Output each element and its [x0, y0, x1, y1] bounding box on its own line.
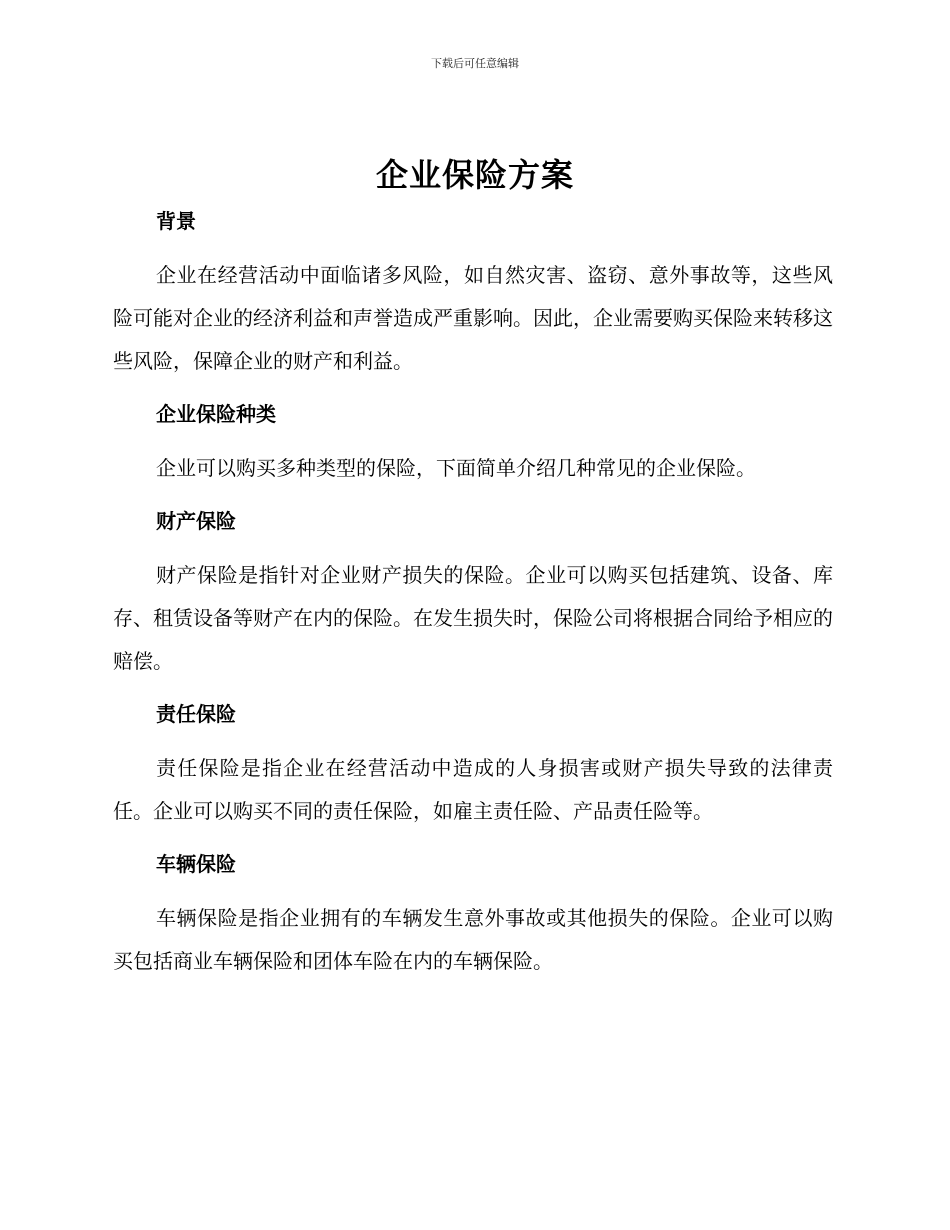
- header-note: 下载后可任意编辑: [431, 57, 519, 70]
- section-background: [113, 200, 833, 393]
- section-paragraph: 财产保险是指针对企业财产损失的保险。企业可以购买包括建筑、设备、库存、租赁设备等财产在内的保险。在发生损失时，保险公司将根据合同给予相应的赔偿。: [113, 563, 833, 673]
- section-liability-insurance: [113, 693, 833, 843]
- section-paragraph: 车辆保险是指企业拥有的车辆发生意外事故或其他损失的保险。企业可以购买包括商业车辆保险和团体车险在内的车辆保险。: [113, 906, 833, 973]
- section-property-insurance: [113, 500, 833, 693]
- section-heading: 责任保险: [156, 702, 236, 726]
- section-heading: 财产保险: [156, 509, 236, 533]
- section-heading: 车辆保险: [156, 852, 236, 876]
- document-title: 企业保险方案: [375, 156, 574, 194]
- section-heading: 企业保险种类: [156, 402, 276, 426]
- section-paragraph: 企业可以购买多种类型的保险，下面简单介绍几种常见的企业保险。: [156, 456, 756, 480]
- document-body: [113, 200, 833, 983]
- section-paragraph: 企业在经营活动中面临诸多风险，如自然灾害、盗窃、意外事故等，这些风险可能对企业的经济利益和声誉造成严重影响。因此，企业需要购买保险来转移这些风险，保障企业的财产和利益。: [113, 263, 833, 373]
- section-heading: 背景: [156, 209, 196, 233]
- section-paragraph: 责任保险是指企业在经营活动中造成的人身损害或财产损失导致的法律责任。企业可以购买不同的责任保险，如雇主责任险、产品责任险等。: [113, 756, 833, 823]
- section-vehicle-insurance: [113, 843, 833, 983]
- section-insurance-types: [113, 393, 833, 500]
